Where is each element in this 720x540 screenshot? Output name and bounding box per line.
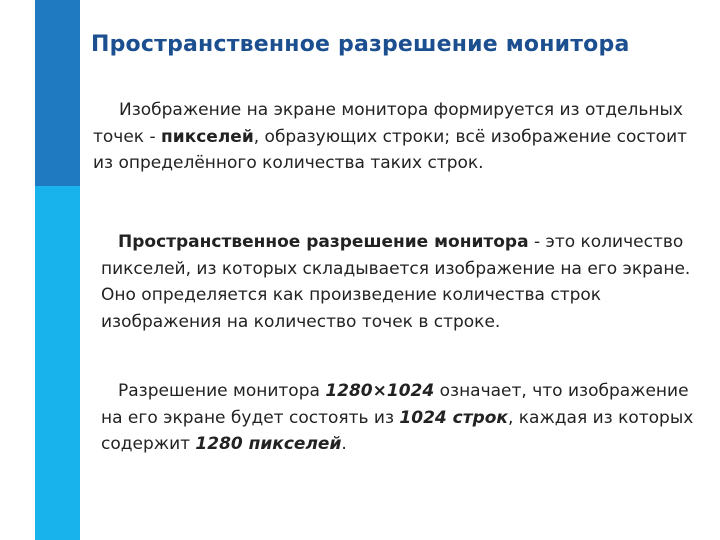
paragraph-example: [101, 378, 706, 458]
p3-resolution-h: 1024: [386, 381, 435, 401]
p3-resolution-w: 1280: [325, 381, 373, 401]
p3-text2: означает, что изображение на его экране будет состоять из: [101, 381, 689, 428]
accent-bar-bottom: [35, 186, 80, 540]
p3-text3: , каждая из которых содержит: [101, 407, 694, 454]
p3-times: ×: [372, 381, 387, 401]
paragraph-definition: [101, 229, 701, 335]
p2-text-after: - это количество пикселей, из которых складывается изображение на его экране. Оно определяется как произведение количества строк изображения на количество точек в строке.: [101, 232, 691, 332]
p1-text-after: , образующих строки; всё изображение состоит из определённого количества таких строк.: [93, 126, 688, 173]
p3-text1: Разрешение монитора: [118, 381, 326, 401]
accent-bar-top: [35, 0, 80, 186]
paragraph-pixels: [93, 97, 703, 177]
p3-pixels: 1280 пикселей: [195, 434, 342, 454]
p3-rows: 1024 строк: [399, 407, 508, 428]
slide-title: Пространственное разрешение монитора: [91, 32, 630, 57]
p3-text4: .: [341, 434, 347, 454]
p1-text-before: Изображение на экране монитора формируется из отдельных точек -: [93, 100, 683, 147]
p1-term-pixels: пикселей: [161, 126, 254, 147]
p2-term: Пространственное разрешение монитора: [118, 232, 529, 252]
